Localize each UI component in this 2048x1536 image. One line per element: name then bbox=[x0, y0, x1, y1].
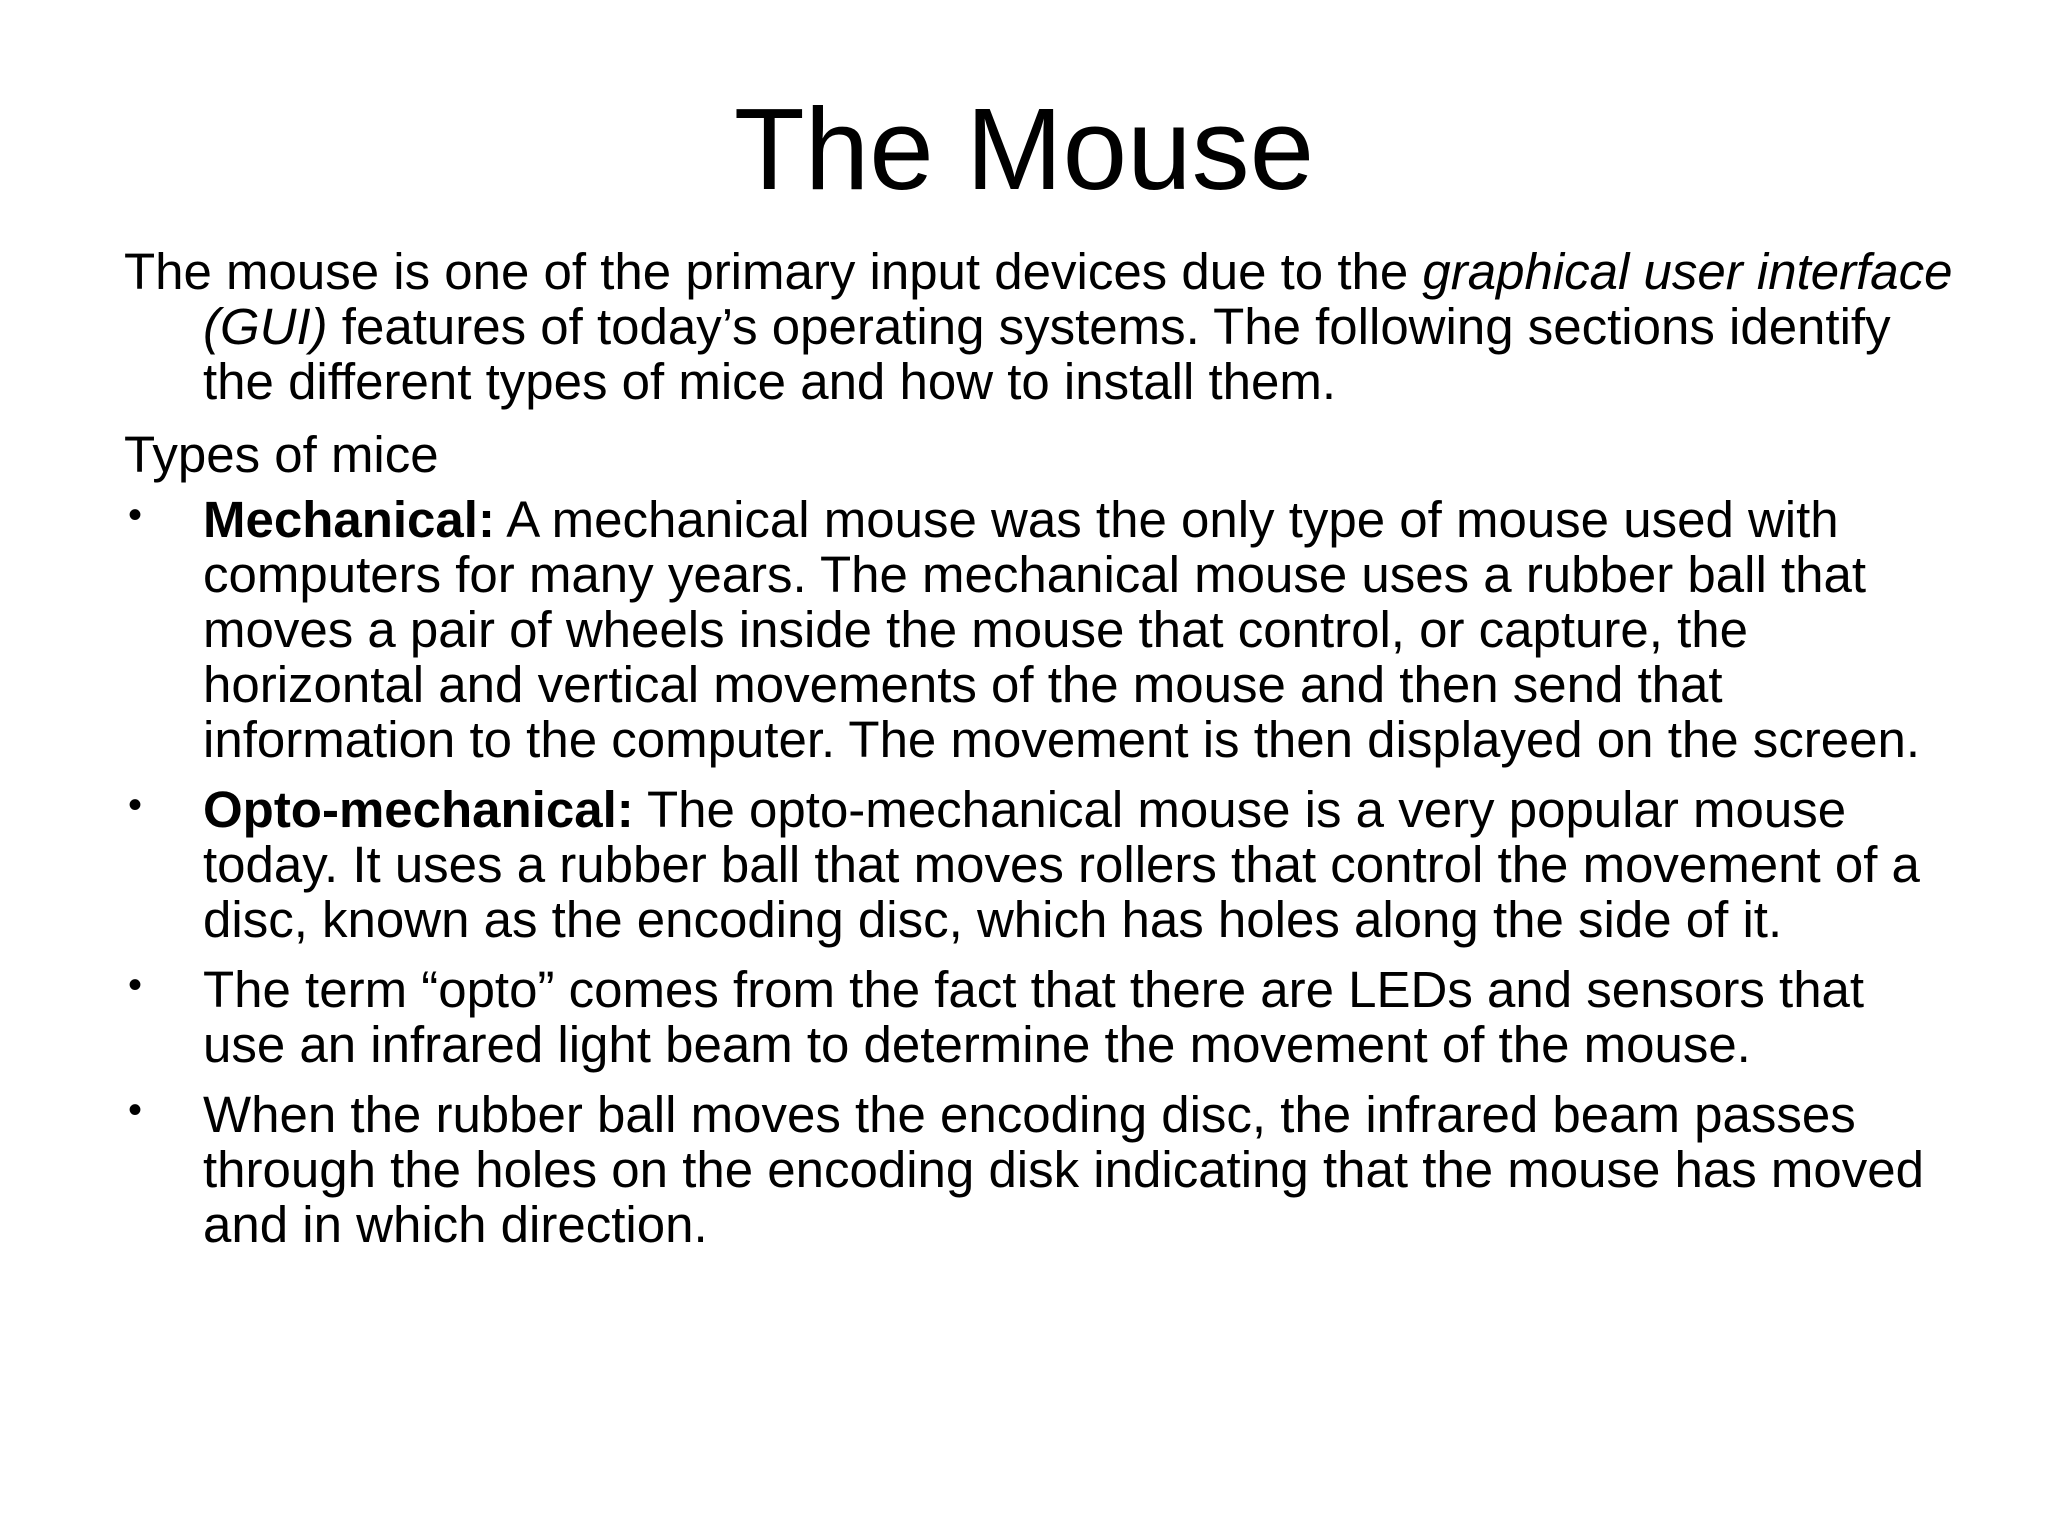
list-item-term: Opto-mechanical: bbox=[203, 781, 634, 838]
list-item-term: Mechanical: bbox=[203, 491, 495, 548]
slide-body bbox=[124, 244, 1954, 1267]
slide-title: The Mouse bbox=[733, 84, 1315, 214]
intro-text-start: The mouse is one of the primary input devices due to the bbox=[124, 243, 1423, 300]
list-item-text: The term “opto” comes from the fact that there are LEDs and sensors that use an infrared light beam to determine the movement of the mouse. bbox=[203, 961, 1865, 1073]
list-item-text: The opto-mechanical mouse is a very popular mouse today. It uses a rubber ball that moves rollers that control the movement of a disc, known as the encoding disc, which has holes along the side of it. bbox=[203, 781, 1920, 948]
list-item-text: When the rubber ball moves the encoding disc, the infrared beam passes through the holes on the encoding disk indicating that the mouse has moved and in which direction. bbox=[203, 1086, 1924, 1253]
bullet-icon: • bbox=[128, 1088, 143, 1132]
list-item-opto-term bbox=[124, 962, 1954, 1072]
list-item-opto-mechanical bbox=[124, 782, 1954, 947]
bullet-icon: • bbox=[128, 493, 143, 537]
bullet-icon: • bbox=[128, 963, 143, 1007]
types-of-mice-heading: Types of mice bbox=[124, 426, 439, 483]
bullet-icon: • bbox=[128, 783, 143, 827]
list-item-encoding-disc bbox=[124, 1087, 1954, 1252]
list-item-text: A mechanical mouse was the only type of mouse used with computers for many years. The mechanical mouse uses a rubber ball that moves a pair of wheels inside the mouse that control, or capture, the horizontal and vertical movements of the mouse and then send that information to the computer. The movement is then displayed on the screen. bbox=[203, 491, 1921, 768]
list-item-mechanical bbox=[124, 492, 1954, 767]
intro-italic-gui: graphical user interface (GUI) bbox=[203, 243, 1953, 355]
intro-paragraph bbox=[124, 244, 1954, 409]
mouse-types-list bbox=[124, 492, 1954, 1252]
intro-text-end: features of today’s operating systems. The following sections identify the different types of mice and how to install them. bbox=[203, 298, 1891, 410]
